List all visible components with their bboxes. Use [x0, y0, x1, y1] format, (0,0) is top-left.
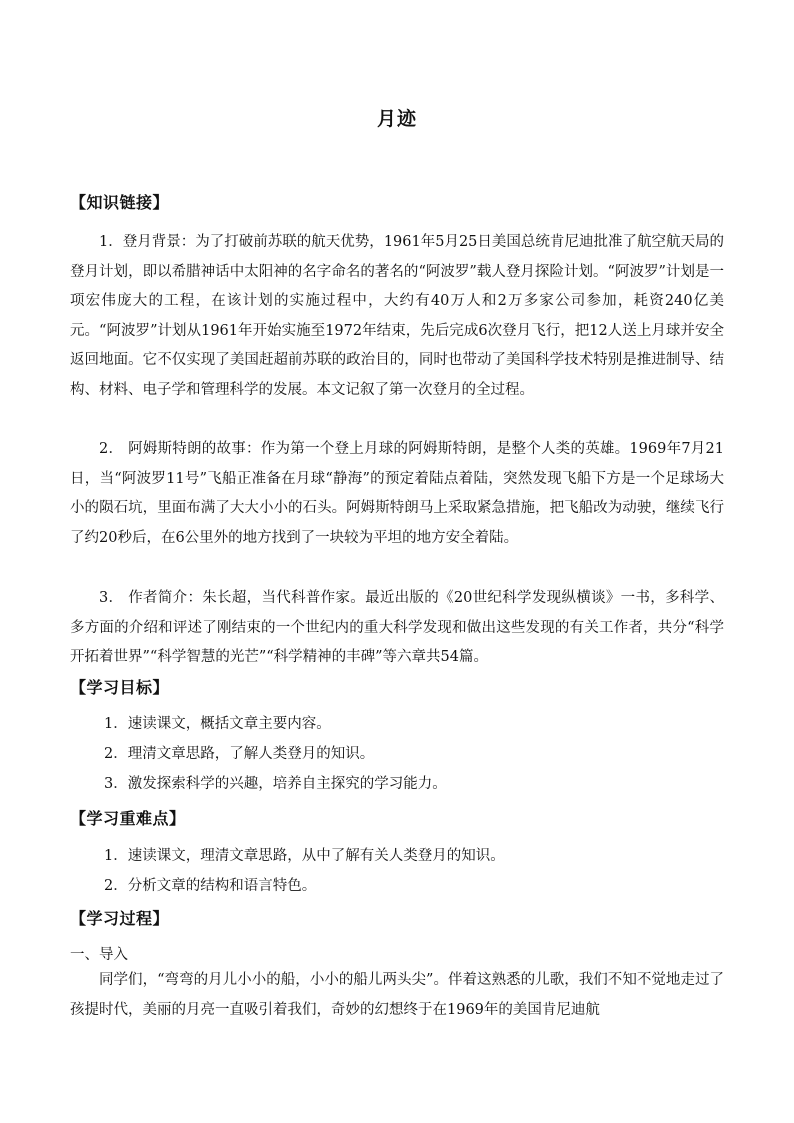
page-title: 月迹	[376, 108, 417, 130]
goal-item-1: 1．速读课文，概括文章主要内容。	[104, 716, 331, 732]
goal-item-2: 2．理清文章思路，了解人类登月的知识。	[104, 746, 375, 762]
keypoint-item-2: 2．分析文章的结构和语言特色。	[104, 878, 317, 894]
goal-item-3: 3．激发探索科学的兴趣，培养自主探究的学习能力。	[104, 776, 447, 792]
section-heading-goals: 【学习目标】	[70, 678, 170, 697]
section-heading-knowledge: 【知识链接】	[70, 193, 170, 212]
knowledge-paragraph-2: 2． 阿姆斯特朗的故事：作为第一个登上月球的阿姆斯特朗，是整个人类的英雄。1969年7月21日，当“阿波罗11号”飞船正准备在月球“静海”的预定着陆点着陆，突然发现飞船下方是一个足球场大小的陨石坑，里面布满了大大小小的石头。阿姆斯特朗马上采取紧急措施，把飞船改为动驶，继续飞行了约20秒后，在6公里外的地方找到了一块较为平坦的地方安全着陆。	[70, 441, 724, 546]
knowledge-paragraph-1: 1．登月背景：为了打破前苏联的航天优势，1961年5月25日美国总统肯尼迪批准了航空航天局的登月计划，即以希腊神话中太阳神的名字命名的著名的“阿波罗”载人登月探险计划。“阿波罗”计划是一项宏伟庞大的工程，在该计划的实施过程中，大约有40万人和2万多家公司参加，耗资240亿美元。“阿波罗”计划从1961年开始实施至1972年结束，先后完成6次登月飞行，把12人送上月球并安全返回地面。它不仅实现了美国赶超前苏联的政治目的，同时也带动了美国科学技术特别是推进制导、结构、材料、电子学和管理科学的发展。本文记叙了第一次登月的全过程。	[70, 234, 724, 398]
section-heading-process: 【学习过程】	[70, 909, 170, 928]
knowledge-paragraph-3: 3． 作者简介：朱长超，当代科普作家。最近出版的《20世纪科学发现纵横谈》一书，多科学、多方面的介绍和评述了刚结束的一个世纪内的重大科学发现和做出这些发现的有关工作者，共分“科学开拓着世界”“科学智慧的光芒”“科学精神的丰碑”等六章共54篇。	[70, 590, 724, 666]
process-subheading-intro: 一、导入	[70, 947, 128, 963]
section-heading-keypoints: 【学习重难点】	[70, 809, 186, 828]
keypoint-item-1: 1．速读课文，理清文章思路，从中了解有关人类登月的知识。	[104, 848, 505, 864]
process-intro-paragraph: 同学们，“弯弯的月儿小小的船，小小的船儿两头尖”。伴着这熟悉的儿歌，我们不知不觉地走过了孩提时代，美丽的月亮一直吸引着我们，奇妙的幻想终于在1969年的美国肯尼迪航	[70, 972, 724, 1018]
